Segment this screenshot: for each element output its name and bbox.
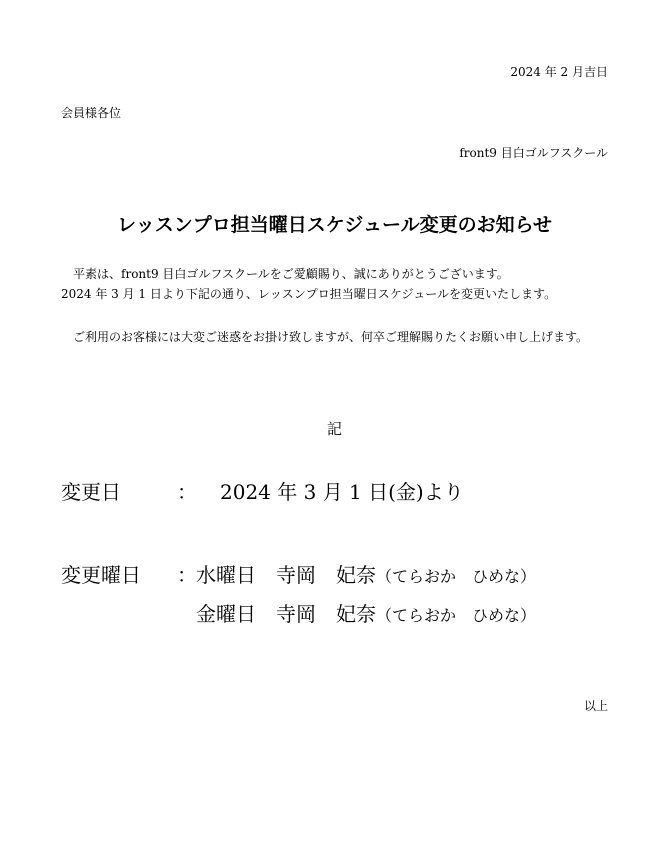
schedule-day: 金曜日 [196, 602, 256, 626]
sender: front9 目白ゴルフスクール [459, 146, 608, 160]
schedule-staff-name: 寺岡 妃奈 [276, 563, 376, 587]
schedule-staff-reading: （てらおか ひめな） [376, 567, 537, 586]
closing-mark: 以上 [583, 699, 608, 713]
schedule-staff-name: 寺岡 妃奈 [276, 602, 376, 626]
document-title: レッスンプロ担当曜日スケジュール変更のお知らせ [116, 214, 553, 236]
body-paragraph-1-line-1 [61, 264, 609, 284]
greeting-text: 平素は、front9 目白ゴルフスクールをご愛顧賜り、誠にありがとうございます。 [73, 267, 509, 281]
change-day-colon: ： [177, 563, 197, 587]
body-paragraph-2 [61, 327, 609, 347]
schedule-staff-reading: （てらおか ひめな） [376, 606, 537, 625]
addressee: 会員様各位 [61, 106, 122, 120]
body-paragraph-1-line-2: 2024 年 3 月 1 日より下記の通り、レッスンプロ担当曜日スケジュールを変更いたします。 [61, 287, 557, 301]
apology-text: ご利用のお客様には大変ご迷惑をお掛け致しますが、何卒ご理解賜りたくお願い申し上げます。 [73, 330, 589, 344]
change-day-label: 変更曜日 [61, 563, 141, 587]
schedule-row [196, 562, 536, 590]
document-date: 2024 年 2 月吉日 [510, 65, 608, 79]
body-paragraph-1 [61, 264, 609, 304]
change-date-colon: ： [177, 480, 197, 504]
ki-heading: 記 [326, 420, 342, 438]
change-date-label: 変更日 [61, 480, 121, 504]
change-date-value: 2024 年 3 月 1 日(金)より [220, 480, 464, 504]
schedule-row [196, 601, 536, 629]
schedule-day: 水曜日 [196, 563, 256, 587]
